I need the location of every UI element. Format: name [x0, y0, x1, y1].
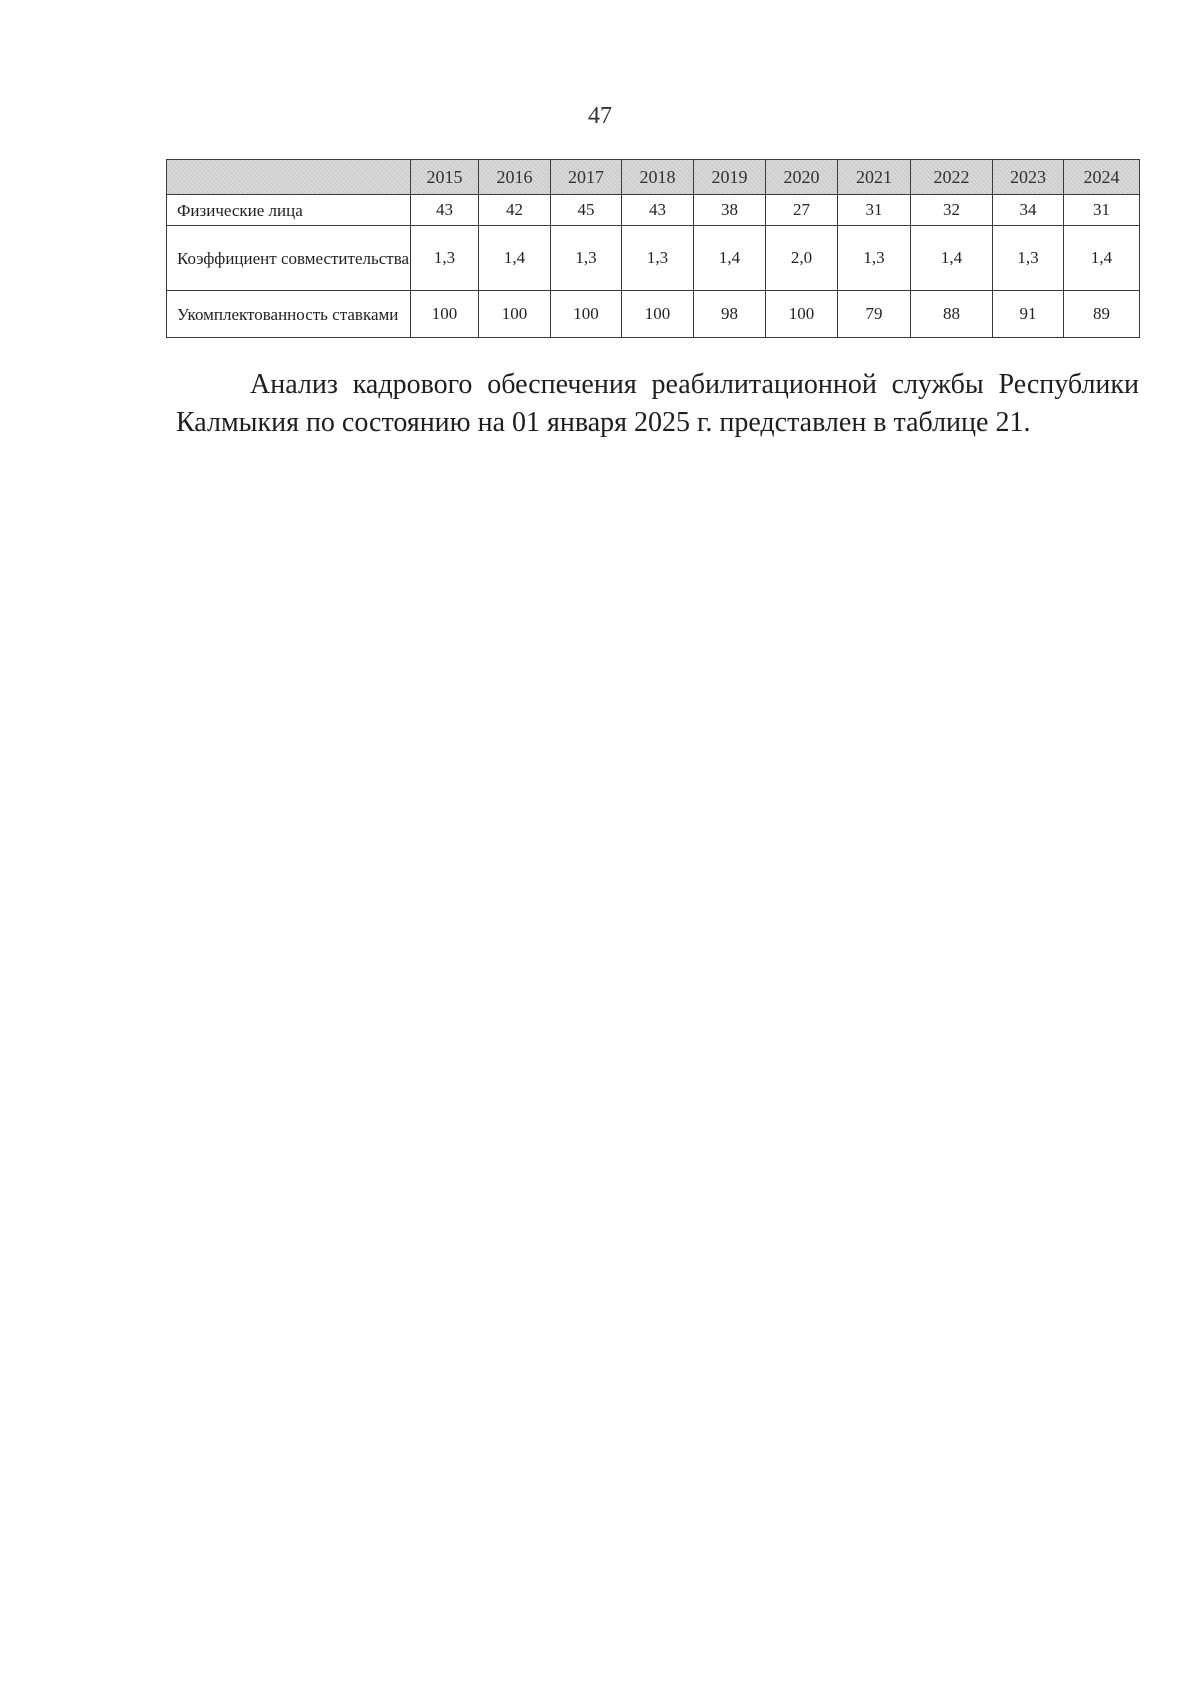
table-cell: 79 — [838, 291, 911, 338]
table-cell: 38 — [694, 195, 766, 226]
header-year: 2017 — [551, 160, 622, 195]
table-cell: 32 — [911, 195, 993, 226]
row-label: Укомплектованность ставками — [167, 291, 411, 338]
table-cell: 1,4 — [479, 226, 551, 291]
table-cell: 31 — [1064, 195, 1140, 226]
table-cell: 91 — [993, 291, 1064, 338]
row-label: Коэффициент совместительства — [167, 226, 411, 291]
table-cell: 1,3 — [551, 226, 622, 291]
table-cell: 89 — [1064, 291, 1140, 338]
table-cell: 43 — [622, 195, 694, 226]
header-year: 2021 — [838, 160, 911, 195]
table-header-row — [167, 160, 1140, 195]
table-cell: 1,4 — [1064, 226, 1140, 291]
table-cell: 1,3 — [622, 226, 694, 291]
staffing-table — [166, 159, 1140, 338]
table-cell: 1,4 — [694, 226, 766, 291]
table-cell: 31 — [838, 195, 911, 226]
table-cell: 100 — [622, 291, 694, 338]
header-year: 2018 — [622, 160, 694, 195]
table-cell: 2,0 — [766, 226, 838, 291]
table-row — [167, 195, 1140, 226]
table-cell: 1,4 — [911, 226, 993, 291]
body-paragraph: Анализ кадрового обеспечения реабилитационной службы Республики Калмыкия по состоянию на 01 января 2025 г. представлен в таблице 21. — [176, 369, 1139, 438]
table-cell: 100 — [766, 291, 838, 338]
table-cell: 43 — [411, 195, 479, 226]
header-year: 2022 — [911, 160, 993, 195]
header-year: 2019 — [694, 160, 766, 195]
row-label: Физические лица — [167, 195, 411, 226]
table-cell: 100 — [551, 291, 622, 338]
table-cell: 88 — [911, 291, 993, 338]
table-cell: 42 — [479, 195, 551, 226]
header-year: 2024 — [1064, 160, 1140, 195]
header-year: 2016 — [479, 160, 551, 195]
table-cell: 45 — [551, 195, 622, 226]
header-empty-cell — [167, 160, 411, 195]
table-cell: 34 — [993, 195, 1064, 226]
table-cell: 1,3 — [993, 226, 1064, 291]
header-year: 2023 — [993, 160, 1064, 195]
table-row — [167, 291, 1140, 338]
table-cell: 1,3 — [838, 226, 911, 291]
table-row — [167, 226, 1140, 291]
page-number: 47 — [588, 103, 612, 129]
table-cell: 98 — [694, 291, 766, 338]
table-cell: 1,3 — [411, 226, 479, 291]
header-year: 2015 — [411, 160, 479, 195]
header-year: 2020 — [766, 160, 838, 195]
table-cell: 27 — [766, 195, 838, 226]
table-cell: 100 — [411, 291, 479, 338]
table-cell: 100 — [479, 291, 551, 338]
